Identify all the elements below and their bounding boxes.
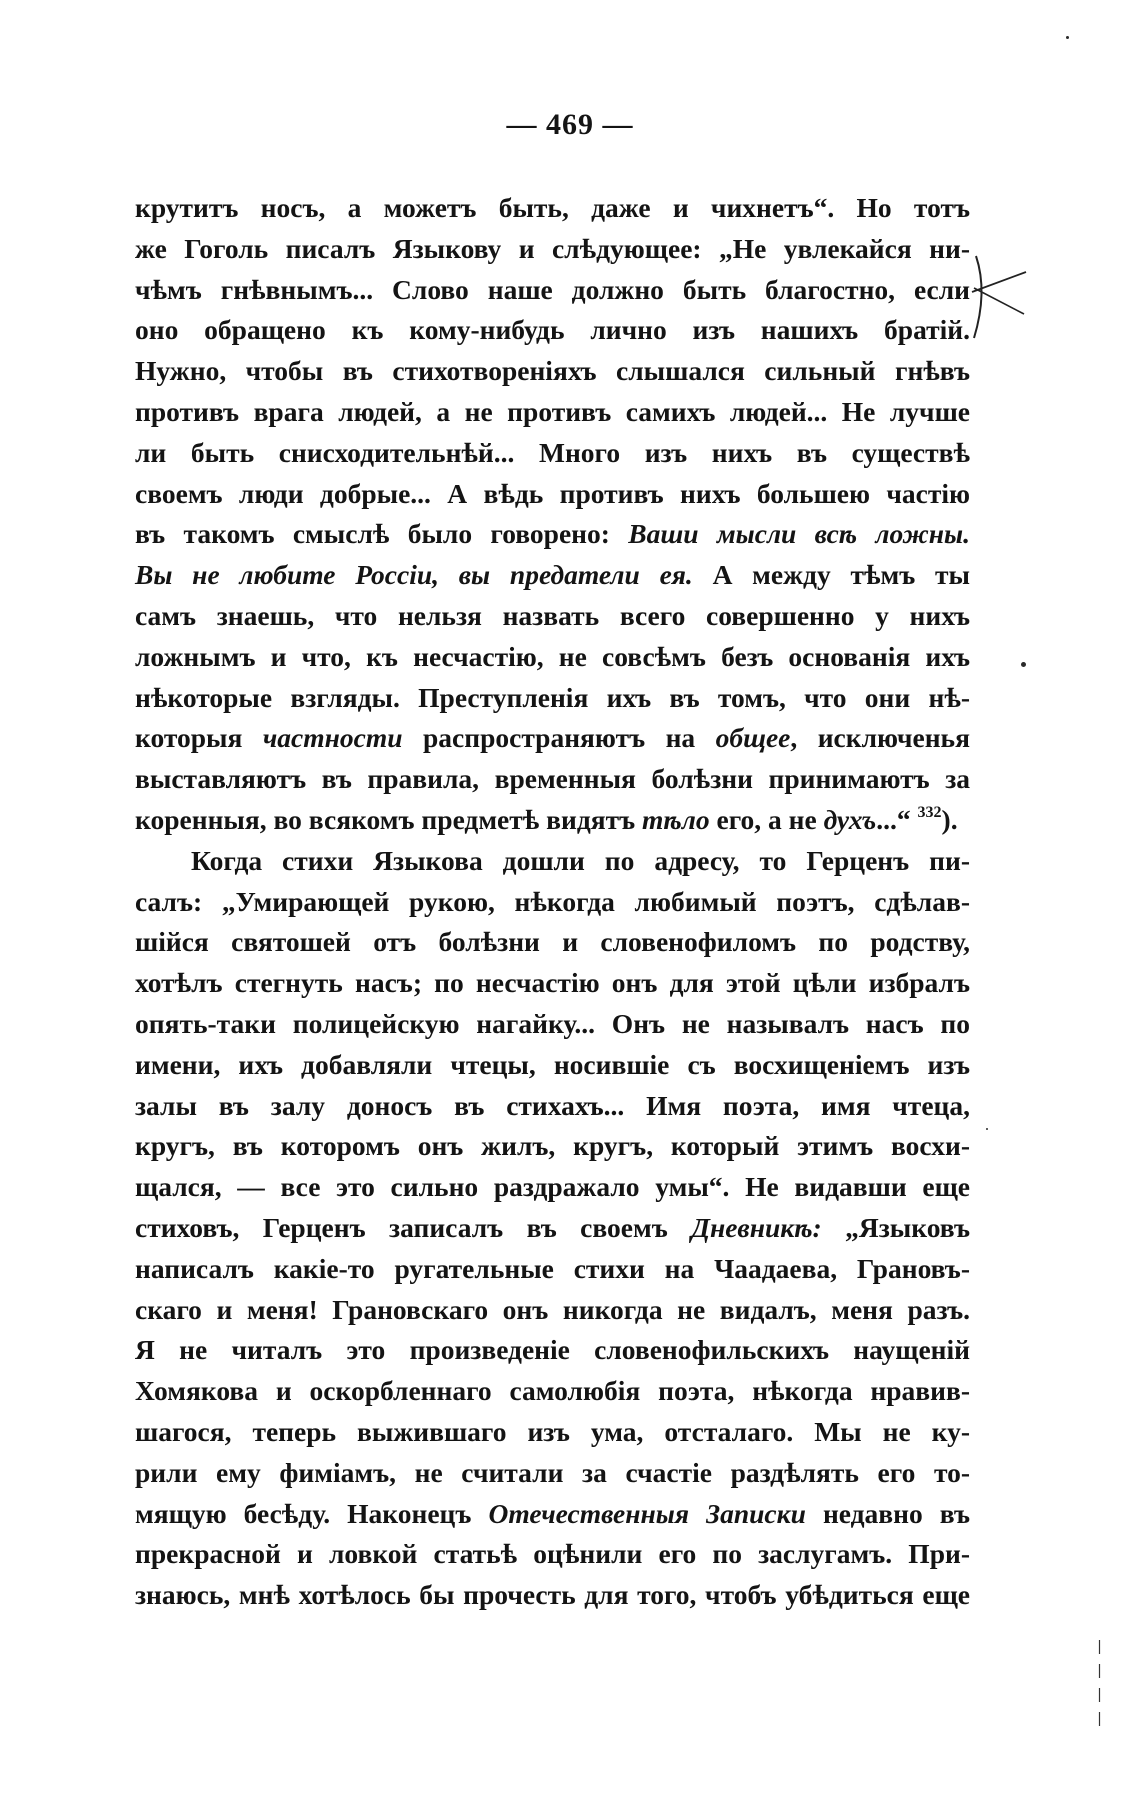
ink-speck bbox=[986, 1128, 988, 1130]
italic-text: частности bbox=[262, 722, 403, 754]
text-line bbox=[135, 841, 970, 882]
text-line bbox=[135, 1126, 970, 1167]
italic-text: Ваши мысли всѣ ложны. bbox=[628, 518, 971, 550]
text-segment: ложнымъ и что, къ несчастію, не совсѣмъ безъ основанія ихъ bbox=[135, 640, 970, 672]
text-segment: написалъ какіе-то ругательные стихи на Чаадаева, Грановъ- bbox=[135, 1252, 970, 1284]
text-segment: которыя bbox=[135, 722, 263, 754]
text-line bbox=[135, 188, 970, 229]
text-line bbox=[135, 1004, 970, 1045]
text-segment: знаюсь, мнѣ хотѣлось бы прочесть для того, чтобъ убѣдиться еще bbox=[135, 1579, 970, 1611]
text-segment: шагося, теперь выжившаго изъ ума, отсталаго. Мы не ку- bbox=[135, 1415, 970, 1447]
text-line bbox=[135, 759, 970, 800]
text-segment: выставляютъ въ правила, временныя болѣзни принимаютъ за bbox=[135, 763, 970, 795]
text-line bbox=[135, 1290, 970, 1331]
text-segment: стиховъ, Герценъ записалъ въ своемъ bbox=[135, 1211, 692, 1243]
text-segment: коренныя, во всякомъ предметѣ видятъ bbox=[135, 803, 643, 835]
text-line bbox=[135, 882, 970, 923]
text-segment: распространяютъ на bbox=[402, 722, 716, 754]
text-line bbox=[135, 310, 970, 351]
text-line bbox=[135, 514, 970, 555]
text-line bbox=[135, 351, 970, 392]
text-line bbox=[135, 270, 970, 311]
text-line bbox=[135, 1453, 970, 1494]
text-segment: опять-таки полицейскую нагайку... Онъ не называлъ насъ по bbox=[135, 1007, 970, 1039]
text-segment: его, а не bbox=[709, 803, 824, 835]
text-segment: въ такомъ смыслѣ было говорено: bbox=[135, 518, 629, 550]
text-segment: салъ: „Умирающей рукою, нѣкогда любимый поэтъ, сдѣлав- bbox=[135, 885, 970, 917]
text-line bbox=[135, 555, 970, 596]
text-segment: противъ врага людей, а не противъ самихъ людей... Не лучше bbox=[135, 395, 970, 427]
text-line bbox=[135, 433, 970, 474]
footnote-ref: 332 bbox=[917, 803, 942, 821]
ink-speck bbox=[1021, 662, 1026, 667]
text-segment: кругъ, въ которомъ онъ жилъ, кругъ, который этимъ восхи- bbox=[135, 1130, 970, 1162]
text-segment: Когда стихи Языкова дошли по адресу, то Герценъ пи- bbox=[191, 844, 970, 876]
text-segment: же Гоголь писалъ Языкову и слѣдующее: „Не увлекайся ни- bbox=[135, 232, 970, 264]
text-segment: скаго и меня! Грановскаго онъ никогда не видалъ, меня разъ. bbox=[135, 1293, 970, 1325]
text-line bbox=[135, 1167, 970, 1208]
text-line bbox=[135, 596, 970, 637]
text-segment: А между тѣмъ ты bbox=[692, 559, 970, 591]
text-line bbox=[135, 637, 970, 678]
text-line bbox=[135, 1412, 970, 1453]
text-line bbox=[135, 1330, 970, 1371]
page-edge-mark bbox=[1098, 1640, 1101, 1730]
page-number: — 469 — bbox=[506, 108, 634, 141]
text-segment: „Языковъ bbox=[821, 1211, 971, 1243]
text-segment: ли быть снисходительнѣй... Много изъ нихъ въ существѣ bbox=[135, 436, 970, 468]
text-line bbox=[135, 922, 970, 963]
text-line bbox=[135, 1534, 970, 1575]
text-segment: Я не читалъ это произведеніе словенофильскихъ наущеній bbox=[135, 1334, 970, 1366]
text-segment: оно обращено къ кому-нибудь лично изъ нашихъ братій. bbox=[135, 314, 970, 346]
text-line bbox=[135, 1086, 970, 1127]
text-line bbox=[135, 678, 970, 719]
ink-speck bbox=[1066, 36, 1069, 39]
text-line bbox=[135, 1045, 970, 1086]
text-segment: рили ему фиміамъ, не считали за счастіе раздѣлять его то- bbox=[135, 1456, 970, 1488]
text-segment: щался, — все это сильно раздражало умы“. Не видавши еще bbox=[135, 1171, 970, 1203]
text-line bbox=[135, 718, 970, 759]
text-line bbox=[135, 474, 970, 515]
text-segment: ...“ bbox=[876, 803, 918, 835]
text-line bbox=[135, 229, 970, 270]
text-segment: самъ знаешь, что нельзя назвать всего совершенно у нихъ bbox=[135, 599, 970, 631]
text-segment: мящую бесѣду. Наконецъ bbox=[135, 1497, 489, 1529]
italic-text: тѣло bbox=[642, 803, 710, 835]
text-line bbox=[135, 1494, 970, 1535]
italic-text: Вы не любите Россіи, вы предатели ея. bbox=[135, 559, 693, 591]
text-segment: шійся святошей отъ болѣзни и словенофиломъ по родству, bbox=[135, 926, 970, 958]
text-segment: чѣмъ гнѣвнымъ... Слово наше должно быть благостно, если bbox=[135, 273, 970, 305]
text-line bbox=[135, 963, 970, 1004]
text-line bbox=[135, 1575, 970, 1616]
text-line bbox=[135, 1249, 970, 1290]
body-text bbox=[135, 188, 970, 1616]
text-segment: Нужно, чтобы въ стихотвореніяхъ слышался сильный гнѣвъ bbox=[135, 355, 970, 387]
text-segment: недавно въ bbox=[805, 1497, 970, 1529]
text-line bbox=[135, 1208, 970, 1249]
text-segment: нѣкоторые взгляды. Преступленія ихъ въ томъ, что они нѣ- bbox=[135, 681, 970, 713]
text-line bbox=[135, 392, 970, 433]
text-segment: , исключенья bbox=[790, 722, 970, 754]
italic-text: Отечественныя Записки bbox=[488, 1497, 806, 1529]
italic-text: Дневникѣ: bbox=[691, 1211, 822, 1243]
text-segment: имени, ихъ добавляли чтецы, носившіе съ восхищеніемъ изъ bbox=[135, 1048, 970, 1080]
text-segment: прекрасной и ловкой статьѣ оцѣнили его по заслугамъ. При- bbox=[135, 1538, 970, 1570]
text-segment: ). bbox=[941, 803, 958, 835]
text-line bbox=[135, 1371, 970, 1412]
text-segment: хотѣлъ стегнуть насъ; по несчастію онъ для этой цѣли избралъ bbox=[135, 967, 970, 999]
text-segment: своемъ люди добрые... А вѣдь противъ нихъ большею частію bbox=[135, 477, 970, 509]
text-line bbox=[135, 800, 970, 841]
text-segment: залы въ залу доносъ въ стихахъ... Имя поэта, имя чтеца, bbox=[135, 1089, 970, 1121]
italic-text: общее bbox=[715, 722, 791, 754]
margin-annotation-mark bbox=[970, 252, 1030, 342]
text-segment: Хомякова и оскорбленнаго самолюбія поэта, нѣкогда нравив- bbox=[135, 1375, 970, 1407]
text-segment: крутитъ носъ, а можетъ быть, даже и чихнетъ“. Но тотъ bbox=[135, 192, 970, 223]
italic-text: духъ bbox=[823, 803, 877, 835]
